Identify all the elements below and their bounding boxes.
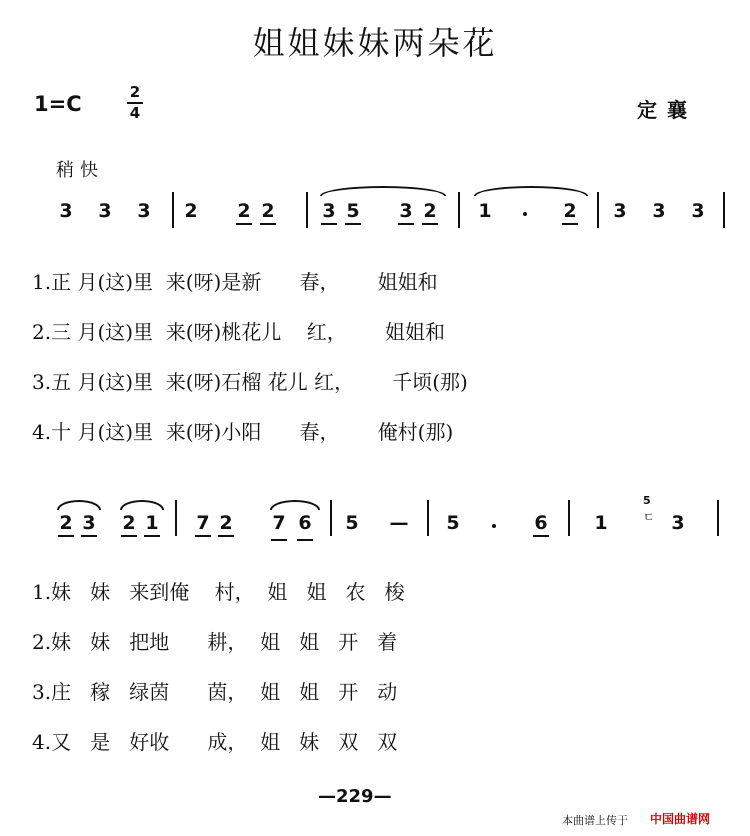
barline bbox=[175, 500, 177, 536]
barline bbox=[723, 192, 725, 228]
slur bbox=[270, 500, 320, 510]
lyric-verse-3: 3.五 月(这)里 来(呀)石榴 花儿 红， 千顷(那) bbox=[32, 370, 468, 394]
note: 3 bbox=[98, 200, 112, 222]
note: 2 bbox=[559, 200, 581, 222]
note: 6 bbox=[530, 512, 552, 534]
note: 7 bbox=[192, 512, 214, 534]
lyric-verse-1: 1.妹 妹 来到俺 村， 姐 姐 农 梭 bbox=[32, 580, 405, 604]
note: 5 bbox=[345, 512, 359, 534]
slur bbox=[57, 500, 101, 510]
note: — bbox=[389, 512, 409, 534]
barline bbox=[597, 192, 599, 228]
lyric-verse-4: 4.又 是 好收 成， 姐 妹 双 双 bbox=[32, 730, 398, 754]
lyric-verse-1: 1.正 月(这)里 来(呀)是新 春， 姐姐和 bbox=[32, 270, 438, 294]
grace-note: 5 bbox=[643, 494, 651, 507]
lyric-verse-4: 4.十 月(这)里 来(呀)小阳 春， 俺村(那) bbox=[32, 420, 454, 444]
note: 2 bbox=[233, 200, 255, 222]
page-number: —229— bbox=[318, 786, 392, 807]
note: 3 bbox=[78, 512, 100, 534]
note: 3 bbox=[137, 200, 151, 222]
note: 1 bbox=[141, 512, 163, 534]
note: 3 bbox=[691, 200, 705, 222]
note: 2 bbox=[215, 512, 237, 534]
note: 2 bbox=[118, 512, 140, 534]
barline bbox=[306, 192, 308, 228]
barline bbox=[427, 500, 429, 536]
tempo-marking: 稍快 bbox=[56, 160, 104, 181]
key-signature: 1=C bbox=[34, 92, 82, 116]
barline bbox=[717, 500, 719, 536]
note: 5 bbox=[446, 512, 460, 534]
note: 1 bbox=[478, 200, 492, 222]
note: 6 bbox=[294, 512, 316, 534]
note: 2 bbox=[184, 200, 198, 222]
upload-credit: 本曲谱上传于 bbox=[562, 814, 628, 827]
site-logo: 中国曲谱网 bbox=[650, 812, 711, 826]
barline bbox=[568, 500, 570, 536]
barline bbox=[172, 192, 174, 228]
slur bbox=[320, 186, 446, 196]
note: 1 bbox=[594, 512, 608, 534]
note: 3 bbox=[613, 200, 627, 222]
note: 2 bbox=[55, 512, 77, 534]
lyric-verse-3: 3.庄 稼 绿茵 茵， 姐 姐 开 动 bbox=[32, 680, 398, 704]
lyric-verse-2: 2.三 月(这)里 来(呀)桃花儿 红， 姐姐和 bbox=[32, 320, 445, 344]
grace-mark-icon: ㄷ bbox=[643, 510, 655, 524]
slur bbox=[474, 186, 588, 196]
augmentation-dot bbox=[492, 524, 496, 528]
augmentation-dot bbox=[523, 212, 527, 216]
note: 7 bbox=[268, 512, 290, 534]
note: 3 bbox=[395, 200, 417, 222]
note: 3 bbox=[671, 512, 685, 534]
lyric-verse-2: 2.妹 妹 把地 耕， 姐 姐 开 着 bbox=[32, 630, 398, 654]
slur bbox=[120, 500, 164, 510]
note: 3 bbox=[318, 200, 340, 222]
time-signature bbox=[127, 84, 143, 122]
time-top: 2 bbox=[129, 83, 141, 101]
barline bbox=[330, 500, 332, 536]
page-title: 姐姐妹妹两朵花 bbox=[252, 24, 498, 62]
note: 3 bbox=[652, 200, 666, 222]
note: 2 bbox=[419, 200, 441, 222]
note: 5 bbox=[342, 200, 364, 222]
note: 3 bbox=[59, 200, 73, 222]
note: 2 bbox=[257, 200, 279, 222]
time-bottom: 4 bbox=[129, 104, 141, 122]
barline bbox=[458, 192, 460, 228]
composer-label: 定襄 bbox=[637, 98, 697, 122]
